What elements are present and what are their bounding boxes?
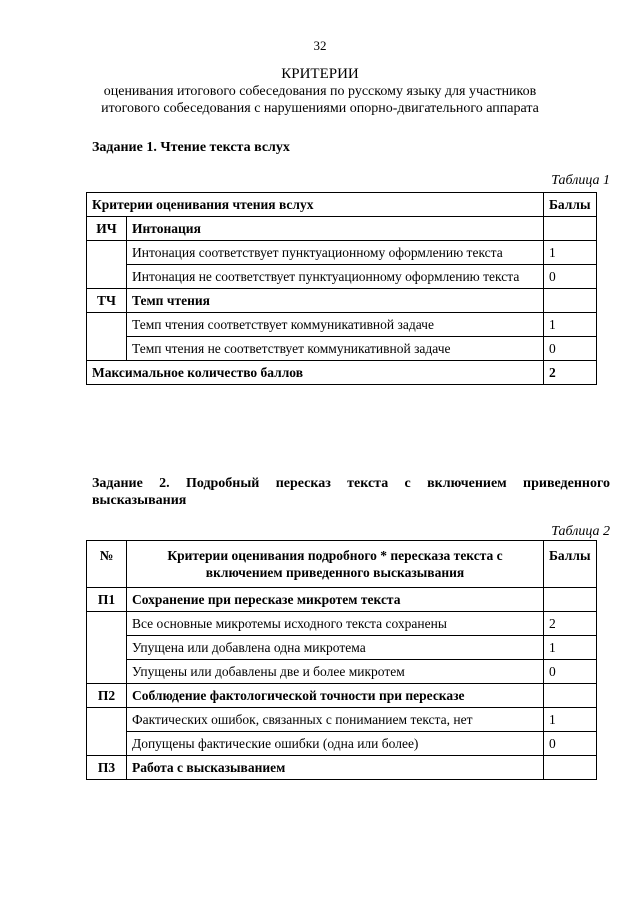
empty-cell <box>544 289 597 313</box>
criterion-name: Сохранение при пересказе микротем текста <box>127 588 544 612</box>
table1-label: Таблица 1 <box>551 173 610 188</box>
heading-line-1: оценивания итогового собеседования по русскому языку для участников <box>103 84 537 99</box>
table2-group-row <box>87 684 597 708</box>
table2-row <box>87 660 597 684</box>
table2-row <box>87 612 597 636</box>
empty-cell <box>87 313 127 361</box>
criterion-name: Интонация <box>127 217 544 241</box>
table1-max-row <box>87 361 597 385</box>
table2-header-row <box>87 541 597 588</box>
points-cell: 0 <box>544 660 597 684</box>
table2-header-criteria: Критерии оценивания подробного * пересказа текста с включением приведенного высказывания <box>127 541 544 588</box>
table1-row <box>87 241 597 265</box>
points-cell: 1 <box>544 241 597 265</box>
table1-row <box>87 337 597 361</box>
points-cell: 1 <box>544 708 597 732</box>
criterion-description: Темп чтения не соответствует коммуникативной задаче <box>127 337 544 361</box>
task1-title: Задание 1. Чтение текста вслух <box>92 140 290 155</box>
empty-cell <box>87 612 127 684</box>
empty-cell <box>544 756 597 780</box>
criterion-code: П2 <box>87 684 127 708</box>
criterion-description: Упущена или добавлена одна микротема <box>127 636 544 660</box>
criterion-description: Интонация не соответствует пунктуационному оформлению текста <box>127 265 544 289</box>
empty-cell <box>544 684 597 708</box>
criterion-name: Работа с высказыванием <box>127 756 544 780</box>
heading-title: КРИТЕРИИ <box>281 66 359 82</box>
page-number: 32 <box>313 38 327 53</box>
criterion-code: П1 <box>87 588 127 612</box>
criterion-code: ИЧ <box>87 217 127 241</box>
max-score-label: Максимальное количество баллов <box>87 361 544 385</box>
criterion-code: ТЧ <box>87 289 127 313</box>
table1-header-points: Баллы <box>544 193 597 217</box>
criterion-name: Соблюдение фактологической точности при пересказе <box>127 684 544 708</box>
criterion-description: Интонация соответствует пунктуационному оформлению текста <box>127 241 544 265</box>
points-cell: 1 <box>544 636 597 660</box>
table2-group-row <box>87 588 597 612</box>
criterion-description: Темп чтения соответствует коммуникативной задаче <box>127 313 544 337</box>
max-score-value: 2 <box>544 361 597 385</box>
table2-header-points: Баллы <box>544 541 597 588</box>
points-cell: 0 <box>544 337 597 361</box>
table2-row <box>87 636 597 660</box>
criterion-code: П3 <box>87 756 127 780</box>
empty-cell <box>87 708 127 756</box>
criterion-name: Темп чтения <box>127 289 544 313</box>
criterion-description: Фактических ошибок, связанных с пониманием текста, нет <box>127 708 544 732</box>
criterion-description: Все основные микротемы исходного текста сохранены <box>127 612 544 636</box>
points-cell: 0 <box>544 265 597 289</box>
document-heading <box>60 66 580 117</box>
table1-header-criteria: Критерии оценивания чтения вслух <box>87 193 544 217</box>
table1-row <box>87 313 597 337</box>
table1-group-row <box>87 217 597 241</box>
points-cell: 0 <box>544 732 597 756</box>
empty-cell <box>544 588 597 612</box>
criterion-description: Упущены или добавлены две и более микротем <box>127 660 544 684</box>
table-2 <box>86 540 597 780</box>
table2-row <box>87 732 597 756</box>
points-cell: 1 <box>544 313 597 337</box>
criterion-description: Допущены фактические ошибки (одна или более) <box>127 732 544 756</box>
table2-label: Таблица 2 <box>551 524 610 539</box>
table2-header-num: № <box>87 541 127 588</box>
table1-row <box>87 265 597 289</box>
points-cell: 2 <box>544 612 597 636</box>
task2-title: Задание 2. Подробный пересказ текста с включением приведенного высказывания <box>92 476 610 508</box>
empty-cell <box>87 241 127 289</box>
table1-header-row <box>87 193 597 217</box>
empty-cell <box>544 217 597 241</box>
table2-row <box>87 708 597 732</box>
table1-group-row <box>87 289 597 313</box>
heading-line-2: итогового собеседования с нарушениями опорно-двигательного аппарата <box>101 101 539 116</box>
table-1 <box>86 192 597 385</box>
table2-group-row <box>87 756 597 780</box>
